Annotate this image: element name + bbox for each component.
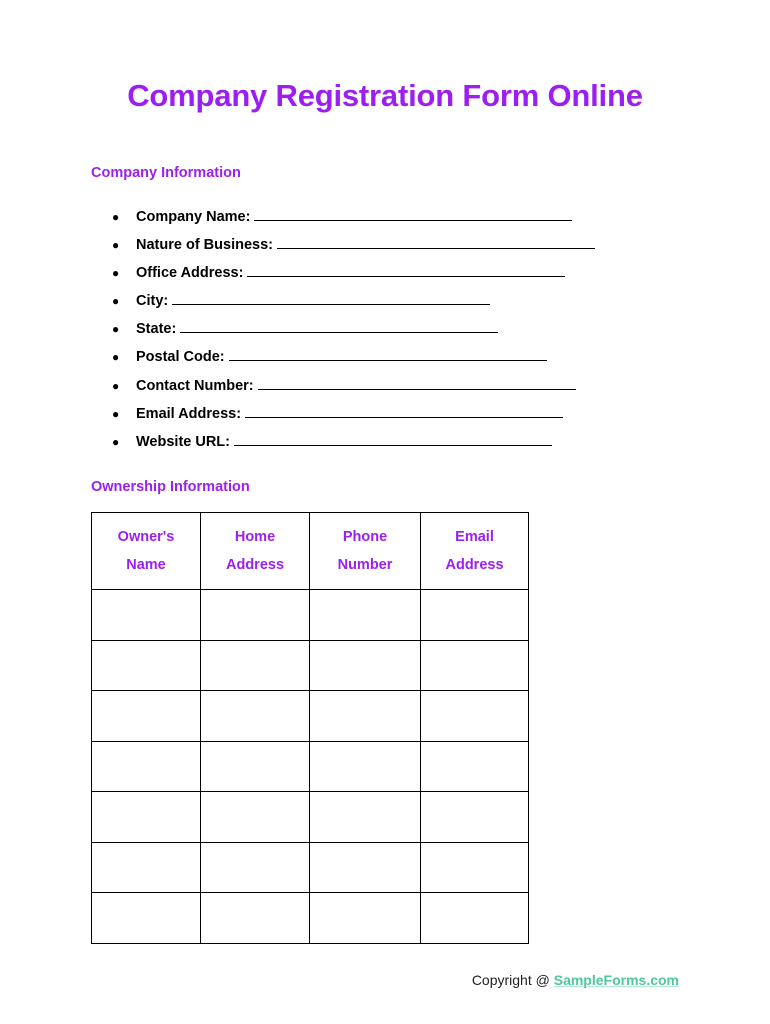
bullet-icon: ● [112, 322, 120, 337]
header-home-address: Home Address [201, 513, 310, 590]
field-nature-of-business [0, 234, 770, 262]
table-row [92, 640, 529, 691]
contact-number-blank[interactable] [258, 377, 576, 390]
field-office-address [0, 262, 770, 290]
ownership-info-heading: Ownership Information [91, 479, 250, 495]
field-label: Company Name: [136, 209, 251, 225]
table-cell[interactable] [421, 691, 529, 742]
field-email-address [0, 403, 770, 431]
table-body [92, 590, 529, 944]
table-row [92, 691, 529, 742]
field-website-url [0, 431, 770, 459]
website-url-blank[interactable] [234, 433, 552, 446]
table-row [92, 741, 529, 792]
page-title: Company Registration Form Online [127, 78, 643, 113]
header-email-address: Email Address [421, 513, 529, 590]
field-label: Email Address: [136, 405, 242, 422]
company-name-blank[interactable] [254, 208, 572, 221]
table-cell[interactable] [310, 590, 421, 641]
table-cell[interactable] [310, 792, 421, 843]
field-company-name [0, 206, 770, 234]
table-cell[interactable] [201, 842, 310, 893]
table-cell[interactable] [92, 792, 201, 843]
city-blank[interactable] [172, 292, 490, 305]
table-cell[interactable] [201, 741, 310, 792]
copyright-text: Copyright @ [471, 972, 554, 988]
footer-copyright [472, 972, 679, 988]
field-label: Office Address: [136, 265, 244, 282]
bullet-icon: ● [112, 406, 120, 421]
table-cell[interactable] [310, 691, 421, 742]
table-cell[interactable] [421, 640, 529, 691]
ownership-table [91, 512, 529, 944]
field-state [0, 318, 770, 346]
bullet-icon: ● [112, 210, 120, 224]
bullet-icon: ● [112, 434, 120, 449]
table-cell[interactable] [421, 893, 529, 944]
table-cell[interactable] [310, 640, 421, 691]
bullet-icon: ● [112, 266, 120, 281]
field-label: City: [136, 293, 169, 310]
table-cell[interactable] [201, 792, 310, 843]
company-fields-list [0, 206, 770, 459]
field-postal-code [0, 346, 770, 374]
state-blank[interactable] [180, 320, 498, 333]
nature-of-business-blank[interactable] [277, 236, 595, 249]
table-cell[interactable] [421, 792, 529, 843]
email-address-blank[interactable] [245, 405, 563, 418]
bullet-icon: ● [112, 350, 120, 365]
table-row [92, 590, 529, 641]
table-cell[interactable] [92, 590, 201, 641]
table-cell[interactable] [92, 893, 201, 944]
field-contact-number [0, 375, 770, 403]
table-cell[interactable] [201, 893, 310, 944]
field-label: Postal Code: [136, 349, 225, 366]
table-cell[interactable] [421, 590, 529, 641]
field-city [0, 290, 770, 318]
field-label: Contact Number: [136, 377, 254, 394]
table-cell[interactable] [201, 691, 310, 742]
table-cell[interactable] [310, 842, 421, 893]
table-cell[interactable] [201, 640, 310, 691]
bullet-icon: ● [112, 238, 120, 253]
table-cell[interactable] [92, 842, 201, 893]
field-label: State: [136, 321, 177, 338]
bullet-icon: ● [112, 378, 120, 393]
table-cell[interactable] [201, 590, 310, 641]
brand-link[interactable]: SampleForms.com [553, 972, 679, 988]
table-cell[interactable] [92, 640, 201, 691]
office-address-blank[interactable] [247, 264, 565, 277]
table-row [92, 893, 529, 944]
field-label: Nature of Business: [136, 237, 273, 254]
table-cell[interactable] [310, 893, 421, 944]
company-info-heading: Company Information [91, 165, 241, 181]
field-label: Website URL: [136, 433, 230, 450]
table-cell[interactable] [310, 741, 421, 792]
header-owners-name: Owner's Name [92, 513, 201, 590]
table-row [92, 842, 529, 893]
table-header-row [92, 513, 529, 590]
bullet-icon: ● [112, 294, 120, 309]
table-cell[interactable] [421, 842, 529, 893]
header-phone-number: Phone Number [310, 513, 421, 590]
table-cell[interactable] [92, 691, 201, 742]
postal-code-blank[interactable] [229, 348, 547, 361]
table-row [92, 792, 529, 843]
table-cell[interactable] [92, 741, 201, 792]
table-cell[interactable] [421, 741, 529, 792]
